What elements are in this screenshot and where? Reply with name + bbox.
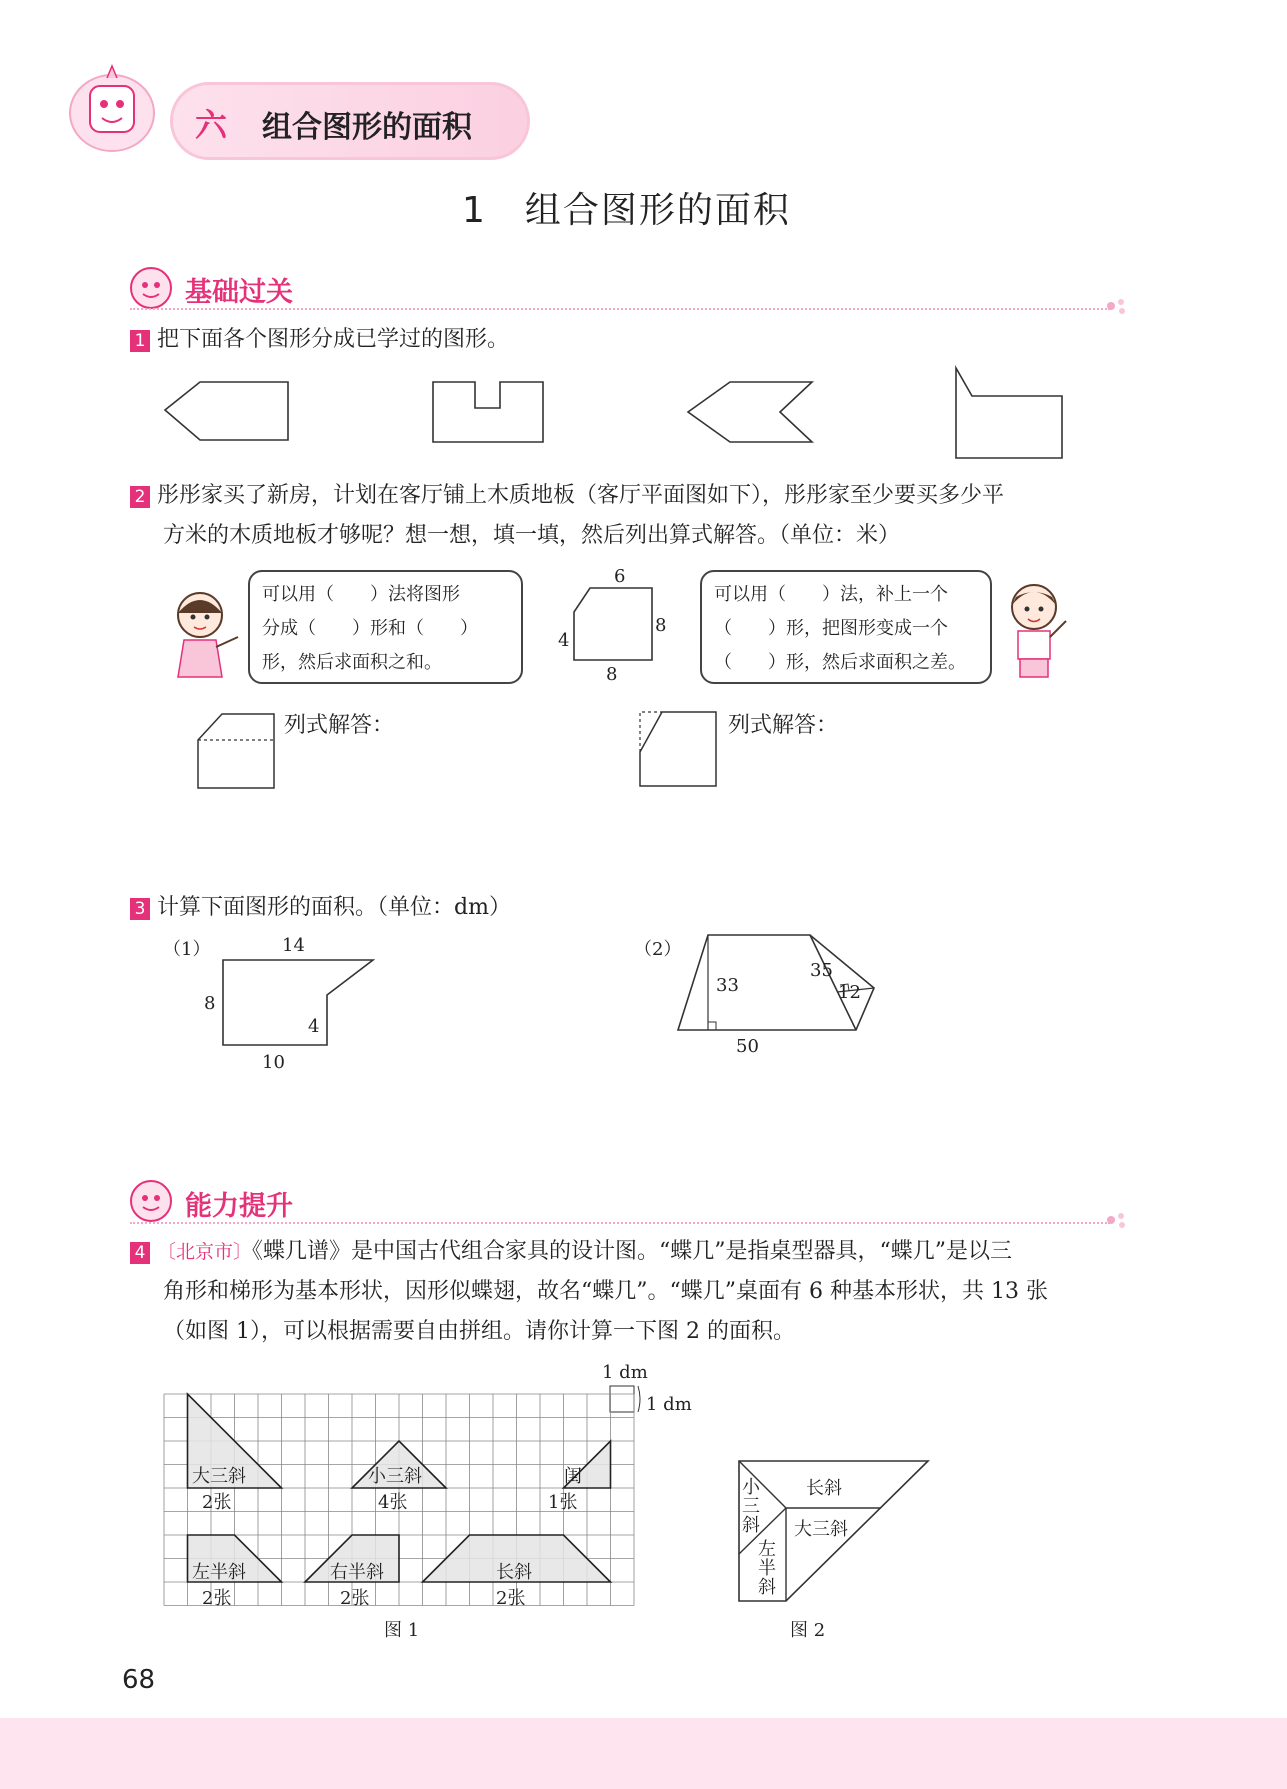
- answer-label-right: 列式解答：: [728, 713, 839, 738]
- divider-dots-icon: [1105, 296, 1129, 316]
- piece-count-dasanxie: 2张: [202, 1492, 232, 1513]
- bubble-left-line1: 可以用（ ）法将图形: [262, 584, 460, 605]
- piece-count-xiaosanxie: 4张: [378, 1492, 408, 1513]
- divider-dots-icon: [1105, 1210, 1129, 1230]
- boy-illustration: [994, 575, 1074, 685]
- figure-2-caption: 图 2: [790, 1620, 826, 1641]
- fig2-label-side: 35: [810, 960, 833, 981]
- fig2-label-height: 33: [716, 975, 739, 996]
- fig1-label-inner: 4: [308, 1016, 320, 1037]
- piece-label-xiaosanxie: 小三斜: [368, 1466, 422, 1487]
- question-3: [130, 888, 511, 928]
- hint-bubble-right: [700, 570, 992, 684]
- question-source: 〔北京市〕: [157, 1241, 253, 1263]
- fig-tag-2: （2）: [634, 939, 682, 960]
- question-text: 计算下面图形的面积。（单位：dm）: [157, 895, 511, 920]
- question-text-line2: 方米的木质地板才够呢？想一想，填一填，然后列出算式解答。（单位：米）: [163, 523, 901, 548]
- answer-label-left: 列式解答：: [284, 713, 395, 738]
- fig2-label-changxie: 长斜: [806, 1478, 842, 1499]
- fig2-label-height2: 12: [838, 982, 861, 1003]
- fig-tag-1: （1）: [163, 939, 211, 960]
- question-number: 3: [130, 898, 150, 920]
- piece-label-youbanxie: 右半斜: [330, 1562, 384, 1583]
- mascot-decoration: [52, 58, 172, 158]
- girl-illustration: [160, 585, 248, 685]
- piece-count-gui: 1张: [548, 1492, 578, 1513]
- bubble-right-line3: （ ）形，然后求面积之差。: [714, 652, 966, 673]
- bubble-left-line2: 分成（ ）形和（ ）: [262, 618, 478, 639]
- section-heading-advanced: 能力提升: [185, 1191, 293, 1222]
- chapter-title: 组合图形的面积: [262, 110, 472, 145]
- piece-count-youbanxie: 2张: [340, 1588, 370, 1609]
- section-icon: [128, 1178, 174, 1224]
- figure-1-caption: 图 1: [384, 1620, 420, 1641]
- unit-width-label: 1 dm: [602, 1362, 648, 1383]
- bubble-right-line1: 可以用（ ）法，补上一个: [714, 584, 948, 605]
- piece-label-gui: 闺: [564, 1466, 582, 1487]
- piece-label-zuobanxie: 左半斜: [192, 1562, 246, 1583]
- question-text-line2: 角形和梯形为基本形状，因形似蝶翅，故名“蝶几”。“蝶几”桌面有 6 种基本形状，共 13 张: [163, 1279, 1048, 1304]
- page-number: 68: [122, 1665, 156, 1695]
- question-text-line1: 《蝶几谱》是中国古代组合家具的设计图。“蝶几”是指桌型器具，“蝶几”是以三: [252, 1239, 1013, 1264]
- fig1-label-bottom: 10: [262, 1052, 285, 1073]
- bubble-left-line3: 形，然后求面积之和。: [262, 652, 442, 673]
- fig1-label-top: 14: [282, 935, 305, 956]
- q1-shapes: [150, 360, 1090, 465]
- question-number: 2: [130, 486, 150, 508]
- lesson-title: 1 组合图形的面积: [462, 190, 791, 231]
- room-label-bottom: 8: [606, 664, 618, 685]
- section-divider: [130, 1222, 1110, 1224]
- question-1: [130, 320, 509, 360]
- fig2-label-base: 50: [736, 1036, 759, 1057]
- piece-count-zuobanxie: 2张: [202, 1588, 232, 1609]
- question-4: [130, 1232, 1130, 1352]
- section-icon: [128, 265, 174, 311]
- piece-label-dasanxie: 大三斜: [192, 1466, 246, 1487]
- split-method-figure: [196, 710, 278, 792]
- question-text-line3: （如图 1），可以根据需要自由拼组。请你计算一下图 2 的面积。: [163, 1319, 795, 1344]
- footer-band: [0, 1718, 1287, 1789]
- fill-method-figure: [638, 708, 720, 790]
- room-label-right: 8: [655, 615, 667, 636]
- question-text-line1: 彤彤家买了新房，计划在客厅铺上木质地板（客厅平面图如下），彤彤家至少要买多少平: [157, 483, 1005, 508]
- bubble-right-line2: （ ）形，把图形变成一个: [714, 618, 948, 639]
- piece-count-changxie: 2张: [496, 1588, 526, 1609]
- question-number: 4: [130, 1242, 150, 1264]
- section-heading-basic: 基础过关: [185, 277, 293, 308]
- fig1-label-left: 8: [204, 993, 216, 1014]
- piece-label-changxie: 长斜: [496, 1562, 532, 1583]
- question-2: [130, 476, 1130, 556]
- question-number: 1: [130, 330, 150, 352]
- chapter-number: 六: [195, 106, 228, 144]
- question-text: 把下面各个图形分成已学过的图形。: [157, 327, 510, 352]
- fig2-label-dasanxie: 大三斜: [794, 1519, 848, 1540]
- hint-bubble-left: [248, 570, 523, 684]
- room-label-top: 6: [614, 566, 626, 587]
- section-divider: [130, 308, 1110, 310]
- room-label-left: 4: [558, 630, 570, 651]
- q3-figure-1: [215, 955, 375, 1050]
- fig2-label-zuobanxie: 左半斜: [758, 1539, 776, 1598]
- fig2-label-xiaosanxie: 小三斜: [742, 1477, 760, 1536]
- unit-height-label: 1 dm: [646, 1394, 692, 1415]
